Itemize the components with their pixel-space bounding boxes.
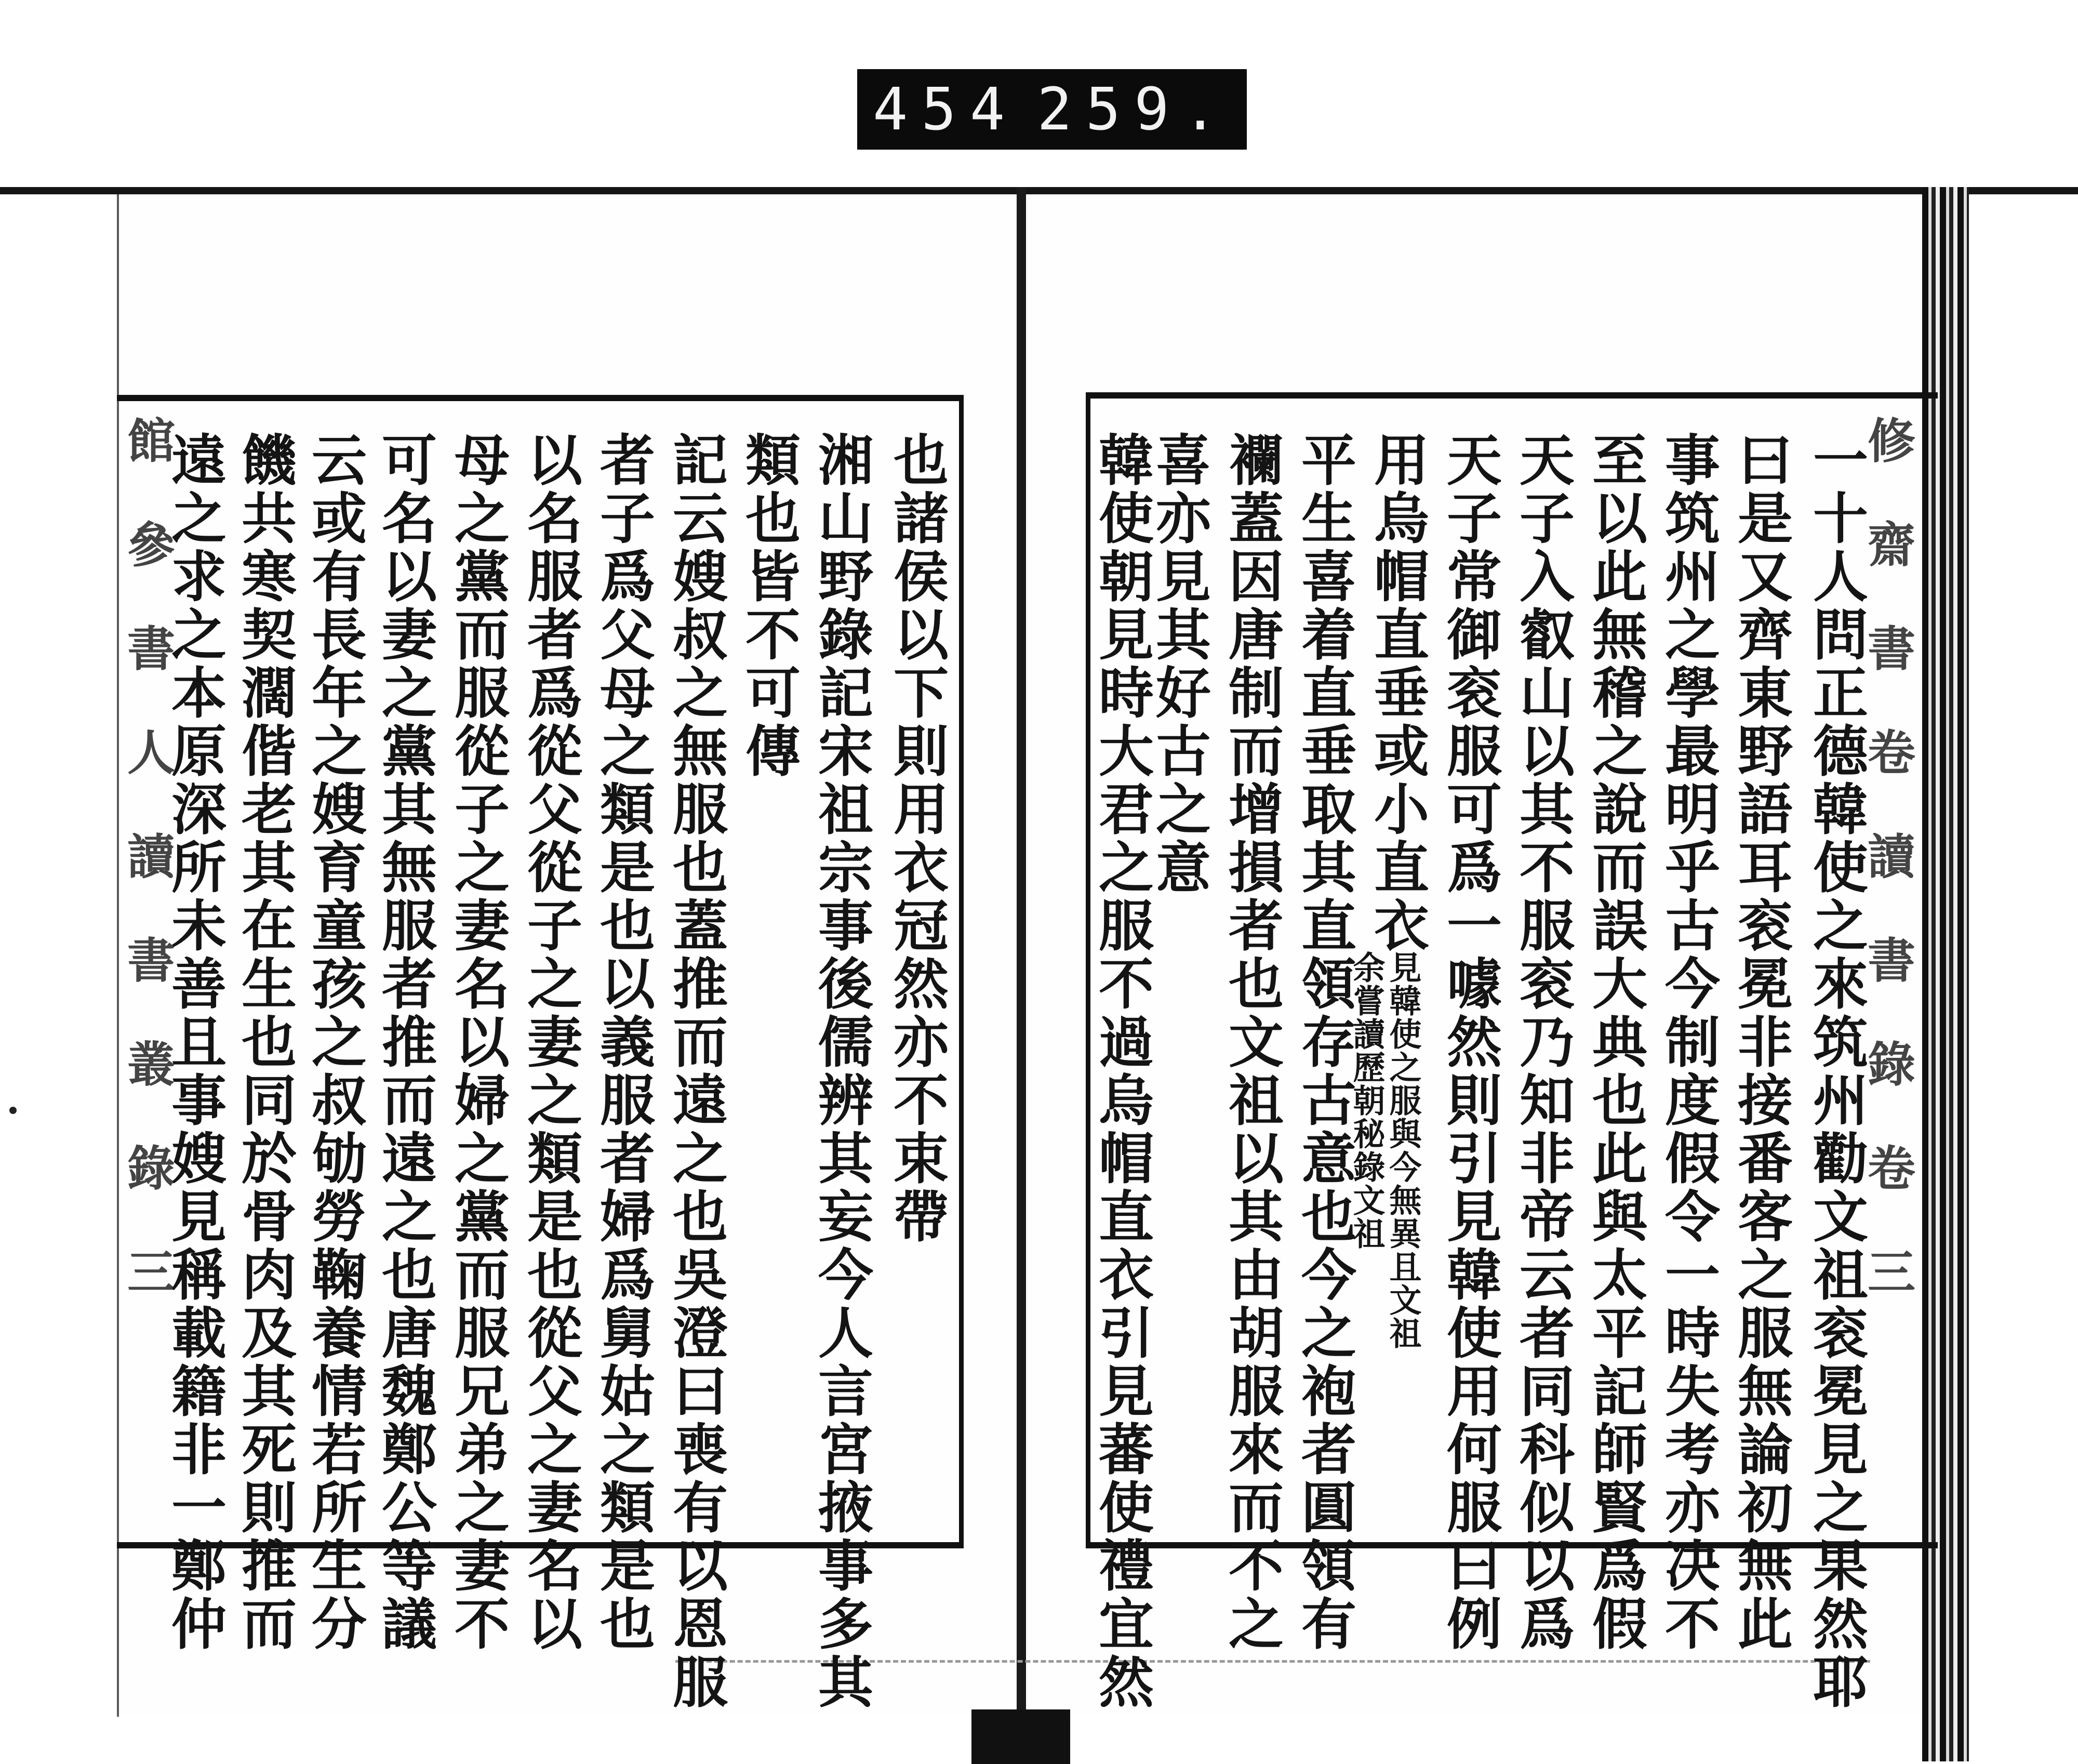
ink-speck [9, 1107, 17, 1114]
right-column-8: 平生喜着直垂取其直領存古意也今之袍者圓領有 [1293, 431, 1357, 1653]
left-column-2: 湘山野錄記宋祖宗事後儒辨其妄今人言宮掖事多其 [809, 431, 874, 1712]
left-column-5: 者子爲父母之類是也以義服者婦爲舅姑之類是也 [591, 431, 656, 1653]
right-column-1: 一十人問正德韓使之來筑州勸文祖衮冕見之果然耶 [1804, 431, 1869, 1712]
gutter-clip [971, 1709, 1070, 1764]
top-scan-rule [0, 187, 2078, 194]
right-column-11: 韓使朝見時大君之服不過烏帽直衣引見蕃使禮宜然 [1090, 431, 1155, 1712]
book-gutter [1017, 187, 1026, 1746]
left-column-8: 可名以妻之黨其無服者推而遠之也唐魏鄭公等議 [373, 431, 438, 1653]
interlinear-note-line-2: 見韓使之服與今無異且文祖 [1384, 951, 1422, 1350]
left-margin-header: 館 參 書 人 讀 書 叢 錄 三 [119, 416, 176, 1295]
right-column-7-main: 用烏帽直垂或小直衣 [1365, 431, 1430, 955]
right-column-5: 天子入叡山以其不服衮乃知非帝云者同科似以爲 [1511, 431, 1576, 1653]
frame-number-right: 259. [1037, 75, 1231, 143]
frame-number-label [857, 69, 1247, 150]
left-column-1: 也諸侯以下則用衣冠然亦不束帶 [885, 431, 950, 1246]
frame-number-left: 454 [873, 75, 1019, 143]
right-margin-header: 修 齋 書 卷 讀 書 錄 卷 三 [1860, 416, 1916, 1295]
left-column-6: 以名服者爲從父從子之妻之類是也從父之妻名以 [518, 431, 583, 1653]
right-column-2: 曰是又齊東野語耳衮冕非接番客之服無論初無此 [1729, 431, 1794, 1653]
left-column-4: 記云嫂叔之無服也蓋推而遠之也吳澄曰喪有以恩服 [664, 431, 729, 1712]
left-column-11: 遠之求之本原深所未善且事嫂見稱載籍非一鄭仲 [163, 431, 228, 1653]
left-column-9: 云或有長年之嫂育童孩之叔劬勞鞠養情若所生分 [303, 431, 368, 1653]
right-column-6: 天子常御衮服可爲一噱然則引見韓使用何服曰例 [1438, 431, 1503, 1653]
right-column-10: 喜亦見其好古之意 [1147, 431, 1212, 897]
left-column-10: 饑共寒契濶偕老其在生也同於骨肉及其死則推而 [233, 431, 298, 1653]
left-column-3: 類也皆不可傳 [737, 431, 802, 780]
left-column-7: 母之黨而服從子之妻名以婦之黨而服兄弟之妻不 [446, 431, 511, 1653]
right-column-3: 事筑州之學最明乎古今制度假令一時失考亦决不 [1656, 431, 1721, 1653]
interlinear-note-line-1: 余嘗讀歷朝秘錄文祖 [1348, 951, 1386, 1250]
right-column-4: 至以此無稽之說而誤大典也此與太平記師賢爲假 [1583, 431, 1648, 1653]
right-column-9: 襴蓋因唐制而增損者也文祖以其由胡服來而不之 [1220, 431, 1285, 1653]
